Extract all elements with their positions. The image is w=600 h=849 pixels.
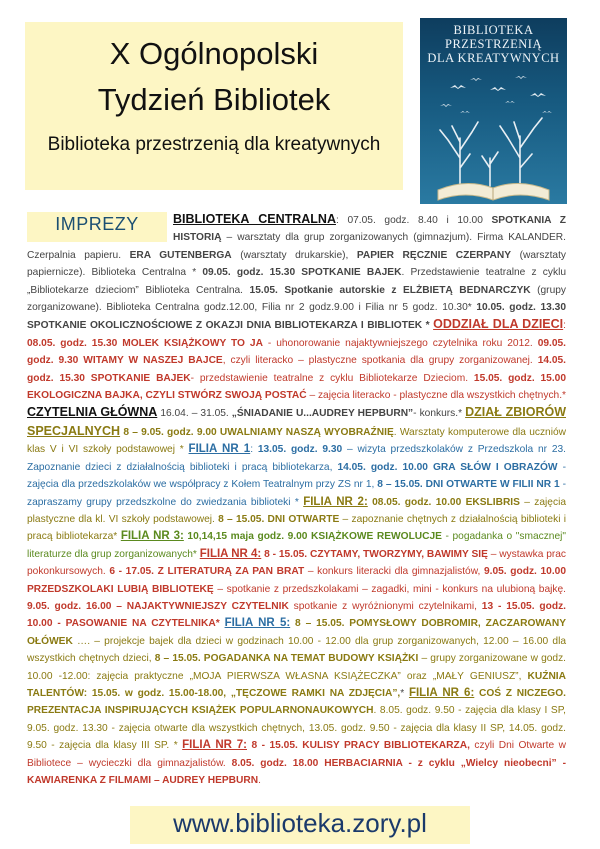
section-filia-nr-5: FILIA NR 5: (224, 617, 291, 630)
section-filia-nr-6: FILIA NR 6: (408, 686, 475, 699)
website-link[interactable]: www.biblioteka.zory.pl (173, 808, 427, 838)
page-title-line2: Tydzień Bibliotek (97, 82, 331, 117)
trees-icon (440, 118, 542, 186)
open-book-icon (438, 183, 549, 200)
section-oddzial-dla-dzieci: ODDZIAŁ DLA DZIECI (433, 317, 564, 332)
cover-title-line3: DLA KREATYWNYCH (427, 51, 560, 65)
section-label: IMPREZY (55, 214, 139, 234)
section-czytelnia-glowna: CZYTELNIA GŁÓWNA (27, 405, 158, 420)
section-filia-nr-4: FILIA NR 4: (199, 547, 262, 560)
section-biblioteka-centralna: BIBLIOTEKA CENTRALNA (173, 212, 336, 226)
section-filia-nr-3: FILIA NR 3: (120, 530, 184, 543)
page-title-line1: X Ogólnopolski (109, 36, 319, 71)
section-dzial-zbiorow-specjalnych: DZIAŁ ZBIORÓW SPECJALNYCH (27, 405, 566, 438)
section-filia-nr-7: FILIA NR 7: (182, 739, 247, 752)
section-filia-nr-1: FILIA NR 1 (188, 443, 251, 456)
section-filia-nr-2: FILIA NR 2: (303, 495, 368, 508)
poster-cover-image (420, 18, 567, 204)
events-text: BIBLIOTEKA CENTRALNA: 07.05. godz. 8.40 i 10.00 SPOTKANIA Z HISTORIĄ – warsztaty dla grup zorganizowanych (gimnazjum). Firma KALANDER. Czerpalnia papieru. ERA GUTENBERGA (warsztaty drukarskie), PAPIER RĘCZNIE CZERPANY (warsztaty papiernicze). Biblioteka Centralna * 09.05. godz. 15.30 SPOTKANIE BAJEK. Przedstawienie teatralne z cyklu „Bibliotekarze dzieciom” Biblioteka Centralna. 15.05. Spotkanie autorskie z ELŻBIETĄ BEDNARCZYK (grupy zorganizowane). Biblioteka Centralna godz.12.00, Filia nr 2 godz.9.00 i Filia nr 5 godz. 10.30* 10.05. godz. 13.30 SPOTKANIE OKOLICZNOŚCIOWE Z OKAZJI DNIA BIBLIOTEKARZA I BIBLIOTEK * ODDZIAŁ DLA DZIECI: 08.05. godz. 15.30 MOLEK KSIĄŻKOWY TO JA - uhonorowanie najaktywniejszego czytelnika roku 2012. 09.05. godz. 9.30 WITAMY W NASZEJ BAJCE, czyli literacko – plastyczne spotkania dla grupy zorganizowanej. 14.05. godz. 15.30 SPOTKANIE BAJEK- przedstawienie teatralne z cyklu Bibliotekarze Dzieciom. 15.05. godz. 15.00 EKOLOGICZNA BAJKA, CZYLI STWÓRZ SWOJĄ POSTAĆ – zajęcia literacko - plastyczne dla wszystkich chętnych.* CZYTELNIA GŁÓWNA 16.04. – 31.05. „ŚNIADANIE U...AUDREY HEPBURN”- konkurs.* DZIAŁ ZBIORÓW SPECJALNYCH 8 – 9.05. godz. 9.00 UWALNIAMY NASZĄ WYOBRAŹNIĘ. Warsztaty komputerowe dla uczniów klas V i VI szkoły podstawowej * FILIA NR 1: 13.05. godz. 9.30 – wizyta przedszkolaków z Przedszkola nr 23. Zapoznanie dzieci z działalnością biblioteki i pracą bibliotekarza, 14.05. godz. 10.00 GRA SŁÓW I OBRAZÓW - zajęcia dla przedszkolaków we współpracy z Kołem Teatralnym przy ZS nr 1, 8 – 15.05. DNI OTWARTE W FILII NR 1 - zapraszamy grupy przedszkolne do zwiedzania biblioteki * FILIA NR 2: 08.05. godz. 10.00 EKSLIBRIS – zajęcia plastyczne dla kl. VI szkoły podstawowej. 8 – 15.05. DNI OTWARTE – zapoznanie chętnych z działalnością biblioteki i pracą bibliotekarza* FILIA NR 3: 10,14,15 maja godz. 9.00 KSIĄŻKOWE REWOLUCJE - pogadanka o "smacznej" literaturze dla grup zorganizowanych* FILIA NR 4: 8 - 15.05. CZYTAMY, TWORZYMY, BAWIMY SIĘ – wystawka prac pokonkursowych. 6 - 17.05. Z LITERATURĄ ZA PAN BRAT – konkurs literacki dla gimnazjalistów, 9.05. godz. 10.00 PRZEDSZKOLAKI LUBIĄ BIBLIOTEKĘ – spotkanie z przedszkolakami – zagadki, mini - konkurs na ulubioną bajkę. 9.05. godz. 16.00 – NAJAKTYWNIEJSZY CZYTELNIK spotkanie z wyróżnionymi czytelnikami, 13 - 15.05. godz. 10.00 - PASOWANIE NA CZYTELNIKA* FILIA NR 5: 8 – 15.05. POMYSŁOWY DOBROMIR, ZACZAROWANY OŁÓWEK …. – projekcje bajek dla dzieci w godzinach 10.00 - 12.00 dla grup zorganizowanych, 12.00 – 16.00 dla wszystkich chętnych dzieci, 8 – 15.05. POGADANKA NA TEMAT BUDOWY KSIĄŻKI – grupy zorganizowane w godz. 10.00 -12.00: zajęcia praktyczne „MOJA PIERWSZA WŁASNA KSIĄŻECZKA” oraz „MAŁY GENIUSZ”, KUŹNIA TALENTÓW: 15.05. w godz. 15.00-18.00, „TĘCZOWE RAMKI NA ZDJĘCIA”,* FILIA NR 6: COŚ Z NICZEGO. PREZENTACJA INSPIRUJĄCYCH KSIĄŻEK POPULARNONAUKOWYCH. 8.05. godz. 9.50 - zajęcia dla klasy I SP, 9.05. godz. 13.30 - zajęcia otwarte dla wszystkich chętnych, 13.05. godz. 9.50 - zajęcia dla klasy II SP, 14.05. godz. 9.50 - zajęcia dla klasy III SP. * FILIA NR 7: 8 - 15.05. KULISY PRACY BIBLIOTEKARZA, czyli Dni Otwarte w Bibliotece – wycieczki dla gimnazjalistów. 8.05. godz. 18.00 HERBACIARNIA - z cyklu „Wielcy nieobecni” - KAWIARENKA Z FILMAMI – AUDREY HEPBURN. (27, 212, 567, 786)
birds-icon (440, 76, 552, 113)
cover-title-line1: BIBLIOTEKA (453, 23, 534, 37)
cover-title (420, 23, 567, 65)
cover-title-line2: PRZESTRZENIĄ (445, 37, 542, 51)
page-subtitle: Biblioteka przestrzenią dla kreatywnych (47, 134, 381, 155)
header-panel (25, 22, 403, 190)
footer-panel (130, 806, 470, 844)
